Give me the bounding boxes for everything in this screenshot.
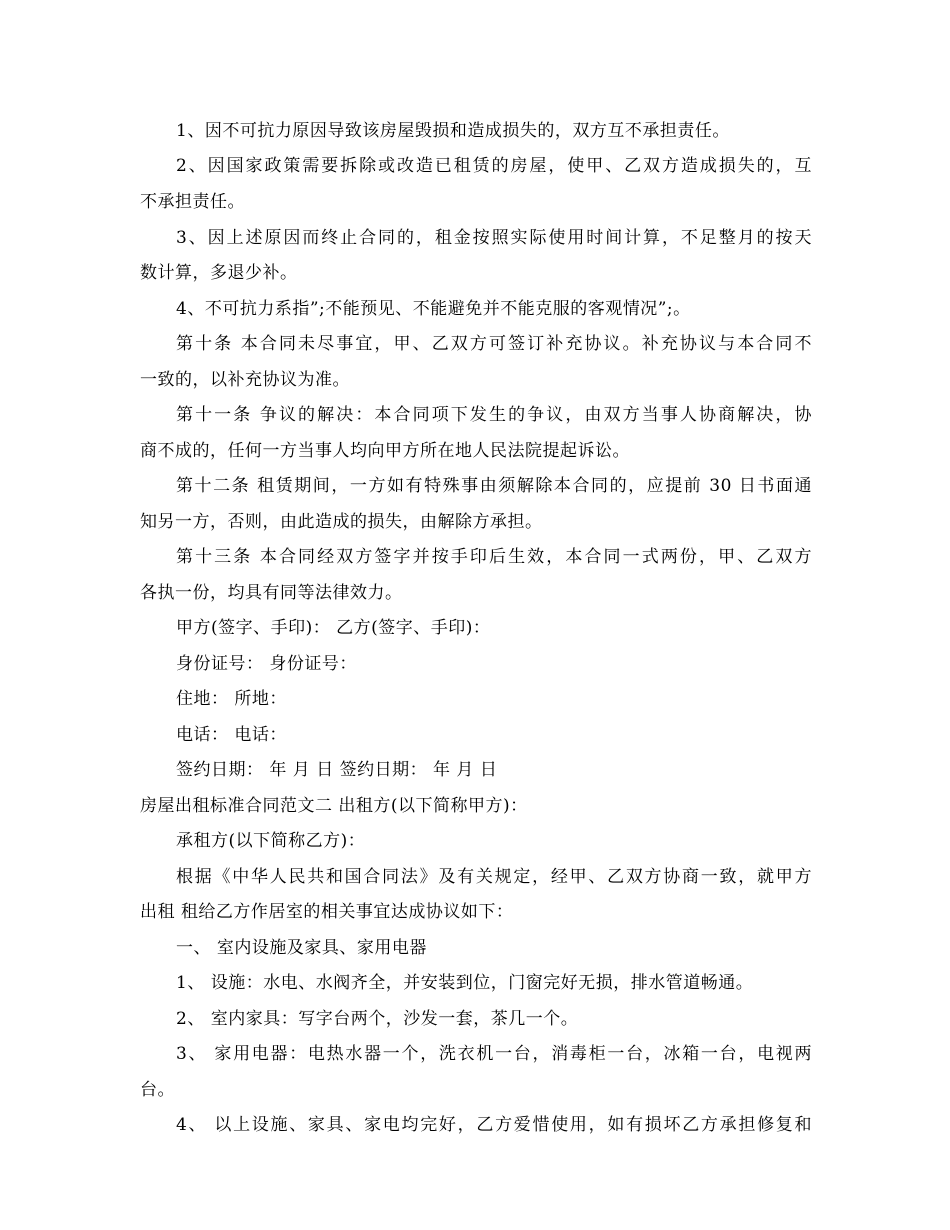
article-10: 第十条 本合同未尽事宜，甲、乙双方可签订补充协议。补充协议与本合同不 xyxy=(176,334,812,354)
article-11: 第十一条 争议的解决：本合同项下发生的争议，由双方当事人协商解决，协 xyxy=(176,405,812,425)
article-11-cont: 商不成的，任何一方当事人均向甲方所在地人民法院提起诉讼。 xyxy=(140,441,630,461)
signature-parties: 甲方(签字、手印)： 乙方(签字、手印)： xyxy=(176,618,491,638)
clause-force-majeure-1: 1、因不可抗力原因导致该房屋毁损和造成损失的，双方互不承担责任。 xyxy=(176,121,730,141)
article-12: 第十二条 租赁期间，一方如有特殊事由须解除本合同的，应提前 30 日书面通 xyxy=(176,476,812,496)
clause-force-majeure-2-cont: 不承担责任。 xyxy=(140,192,245,212)
id-number-fields: 身份证号： 身份证号： xyxy=(176,654,357,674)
item-3-appliances: 3、 家用电器：电热水器一个，洗衣机一台，消毒柜一台，冰箱一台，电视两 xyxy=(176,1044,812,1064)
section-1-heading: 一、 室内设施及家具、家用电器 xyxy=(176,938,427,958)
clause-force-majeure-2: 2、因国家政策需要拆除或改造已租赁的房屋，使甲、乙双方造成损失的，互 xyxy=(176,156,812,176)
item-3-appliances-cont: 台。 xyxy=(140,1080,175,1100)
agreement-preamble-cont: 出租 租给乙方作居室的相关事宜达成协议如下： xyxy=(140,902,514,922)
article-12-cont: 知另一方，否则，由此造成的损失，由解除方承担。 xyxy=(140,512,543,532)
item-1-facilities: 1、 设施：水电、水阀齐全，并安装到位，门窗完好无损，排水管道畅通。 xyxy=(176,973,754,993)
article-10-cont: 一致的，以补充协议为准。 xyxy=(140,370,350,390)
lessee-line: 承租方(以下简称乙方)： xyxy=(176,831,366,851)
article-13-cont: 各执一份，均具有同等法律效力。 xyxy=(140,583,403,603)
article-13: 第十三条 本合同经双方签字并按手印后生效，本合同一式两份，甲、乙双方 xyxy=(176,547,812,567)
clause-force-majeure-3: 3、因上述原因而终止合同的，租金按照实际使用时间计算，不足整月的按天 xyxy=(176,228,812,248)
item-4-condition: 4、 以上设施、家具、家电均完好，乙方爱惜使用，如有损坏乙方承担修复和 xyxy=(176,1115,812,1135)
phone-fields: 电话： 电话： xyxy=(176,725,287,745)
clause-force-majeure-3-cont: 数计算，多退少补。 xyxy=(140,263,298,283)
template-two-heading: 房屋出租标准合同范文二 出租方(以下简称甲方)： xyxy=(140,796,528,816)
address-fields: 住地： 所地： xyxy=(176,689,287,709)
signing-date-fields: 签约日期： 年 月 日 签约日期： 年 月 日 xyxy=(176,760,498,780)
item-2-furniture: 2、 室内家具：写字台两个，沙发一套，茶几一个。 xyxy=(176,1009,579,1029)
agreement-preamble: 根据《中华人民共和国合同法》及有关规定，经甲、乙双方协商一致，就甲方 xyxy=(176,867,812,887)
clause-force-majeure-4: 4、不可抗力系指”;不能预见、不能避免并不能克服的客观情况”;。 xyxy=(176,299,691,319)
